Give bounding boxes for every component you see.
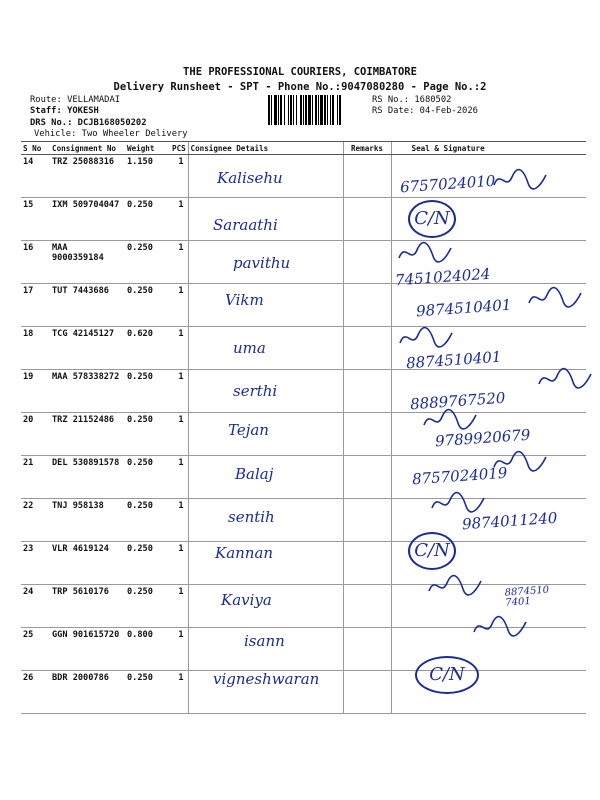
rs-date: RS Date: 04-Feb-2026 (372, 106, 478, 116)
cn-stamp: C/N (408, 200, 456, 238)
row-weight: 0.250 (125, 499, 170, 542)
col-weight: Weight (125, 142, 170, 155)
row-remarks (343, 671, 391, 714)
row-consignment: TRZ 25088316 (50, 155, 125, 198)
row-consignment: TRP 5610176 (50, 585, 125, 628)
company-name: THE PROFESSIONAL COURIERS, COIMBATORE (183, 66, 417, 78)
row-pcs: 1 (170, 542, 188, 585)
row-consignment: MAA 9000359184 (50, 241, 125, 284)
row-consignment: IXM 509704047 (50, 198, 125, 241)
table-row (21, 241, 586, 284)
row-remarks (343, 628, 391, 671)
consignee-phone-handwritten: 6757024010 (399, 171, 496, 197)
row-consignment: TRZ 21152486 (50, 413, 125, 456)
row-pcs: 1 (170, 585, 188, 628)
consignee-name-handwritten: Vikm (225, 291, 264, 310)
row-weight: 0.250 (125, 413, 170, 456)
row-weight: 0.250 (125, 241, 170, 284)
table-row (21, 198, 586, 241)
row-consignment: TCG 42145127 (50, 327, 125, 370)
signature-scribble-icon (470, 614, 530, 640)
cn-stamp: C/N (415, 656, 479, 694)
signature-scribble-icon (395, 240, 455, 266)
row-remarks (343, 499, 391, 542)
row-sno: 24 (21, 585, 50, 628)
runsheet-title: Delivery Runsheet - SPT - Phone No.:9047080280 - Page No.:2 (113, 81, 487, 93)
row-remarks (343, 413, 391, 456)
row-consignment: MAA 578338272 (50, 370, 125, 413)
row-remarks (343, 198, 391, 241)
row-remarks (343, 542, 391, 585)
consignee-name-handwritten: Kaviya (221, 591, 272, 609)
consignee-name-handwritten: serthi (233, 382, 278, 400)
staff-label: Staff: YOKESH (30, 106, 99, 116)
consignee-phone-handwritten: 9874510401 (415, 295, 512, 321)
row-sno: 19 (21, 370, 50, 413)
row-consignment: VLR 4619124 (50, 542, 125, 585)
col-remarks: Remarks (343, 142, 391, 155)
table-row (21, 542, 586, 585)
row-remarks (343, 456, 391, 499)
row-remarks (343, 284, 391, 327)
row-pcs: 1 (170, 155, 188, 198)
row-sno: 15 (21, 198, 50, 241)
row-sno: 23 (21, 542, 50, 585)
row-sno: 18 (21, 327, 50, 370)
row-consignment: GGN 901615720 (50, 628, 125, 671)
barcode-icon (268, 95, 368, 125)
signature-scribble-icon (428, 490, 488, 516)
row-sno: 22 (21, 499, 50, 542)
row-pcs: 1 (170, 628, 188, 671)
col-sno: S No (21, 142, 50, 155)
row-sno: 25 (21, 628, 50, 671)
consignee-phone-handwritten: 8874510 7401 (504, 584, 550, 609)
signature-scribble-icon (420, 407, 480, 433)
col-consignee: Consignee Details (188, 142, 343, 155)
consignee-phone-handwritten: 8757024019 (411, 463, 508, 489)
consignee-phone-handwritten: 9874011240 (461, 508, 558, 534)
row-weight: 1.150 (125, 155, 170, 198)
consignee-name-handwritten: Balaj (235, 464, 274, 483)
row-pcs: 1 (170, 456, 188, 499)
row-weight: 0.250 (125, 585, 170, 628)
row-remarks (343, 155, 391, 198)
row-weight: 0.250 (125, 370, 170, 413)
signature-scribble-icon (490, 167, 550, 193)
consignee-name-handwritten: pavithu (233, 253, 291, 272)
row-sno: 16 (21, 241, 50, 284)
consignee-name-handwritten: sentih (228, 508, 275, 527)
row-pcs: 1 (170, 284, 188, 327)
consignee-phone-handwritten: 8889767520 (409, 388, 506, 414)
row-weight: 0.800 (125, 628, 170, 671)
row-pcs: 1 (170, 413, 188, 456)
row-remarks (343, 241, 391, 284)
cn-stamp: C/N (408, 532, 456, 570)
consignee-name-handwritten: Kalisehu (217, 169, 283, 187)
row-pcs: 1 (170, 198, 188, 241)
drs-number: DRS No.: DCJB168050202 (30, 118, 147, 128)
row-consignment: DEL 530891578 (50, 456, 125, 499)
consignee-phone-handwritten: 9789920679 (434, 426, 531, 451)
row-sno: 14 (21, 155, 50, 198)
rs-number: RS No.: 1680502 (372, 95, 452, 105)
consignee-name-handwritten: uma (233, 338, 266, 357)
col-consignment: Consignment No (50, 142, 125, 155)
row-weight: 0.250 (125, 671, 170, 714)
signature-scribble-icon (525, 285, 585, 311)
row-weight: 0.250 (125, 284, 170, 327)
consignee-name-handwritten: isann (244, 632, 285, 651)
route-label: Route: VELLAMADAI (30, 95, 121, 105)
col-pcs: PCS (170, 142, 188, 155)
signature-scribble-icon (425, 573, 485, 599)
consignee-name-handwritten: vigneshwaran (213, 669, 320, 688)
consignee-name-handwritten: Tejan (228, 421, 269, 440)
row-remarks (343, 370, 391, 413)
row-pcs: 1 (170, 327, 188, 370)
signature-scribble-icon (535, 366, 595, 392)
row-remarks (343, 585, 391, 628)
consignee-name-handwritten: Saraathi (213, 216, 278, 235)
row-weight: 0.250 (125, 542, 170, 585)
row-weight: 0.250 (125, 456, 170, 499)
row-consignment: TUT 7443686 (50, 284, 125, 327)
row-sno: 26 (21, 671, 50, 714)
vehicle-label: Vehicle: Two Wheeler Delivery (34, 129, 188, 139)
consignee-name-handwritten: Kannan (215, 543, 274, 562)
row-remarks (343, 327, 391, 370)
row-pcs: 1 (170, 241, 188, 284)
row-weight: 0.250 (125, 198, 170, 241)
row-weight: 0.620 (125, 327, 170, 370)
col-signature: Seal & Signature (391, 142, 586, 155)
row-pcs: 1 (170, 370, 188, 413)
row-sno: 17 (21, 284, 50, 327)
signature-scribble-icon (396, 325, 456, 351)
row-sno: 20 (21, 413, 50, 456)
signature-scribble-icon (490, 449, 550, 475)
row-pcs: 1 (170, 671, 188, 714)
row-consignment: BDR 2000786 (50, 671, 125, 714)
consignee-phone-handwritten: 8874510401 (405, 347, 502, 372)
table-header-row (21, 142, 586, 155)
row-sno: 21 (21, 456, 50, 499)
row-pcs: 1 (170, 499, 188, 542)
row-consignment: TNJ 958138 (50, 499, 125, 542)
row-consignee (188, 284, 343, 327)
consignee-phone-handwritten: 7451024024 (394, 264, 491, 290)
